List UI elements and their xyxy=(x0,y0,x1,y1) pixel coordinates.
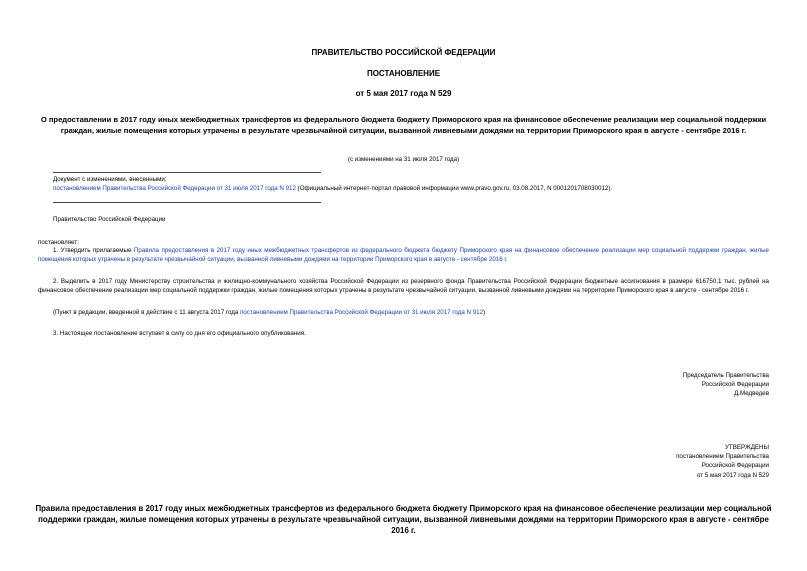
date-number-heading: от 5 мая 2017 года N 529 xyxy=(355,89,452,98)
changes-label: Документ с изменениями, внесенными: xyxy=(53,176,167,183)
issuer: Правительство Российской Федерации xyxy=(53,216,166,223)
changes-link[interactable]: постановлением Правительства Российской Федерации от 31 июля 2017 года N 912 xyxy=(53,185,296,192)
approved-line-2: постановлением Правительства xyxy=(676,453,769,461)
approved-block xyxy=(676,443,769,480)
rules-title: Правила предоставления в 2017 году иных межбюджетных трансфертов из федерального бюджета бюджету Приморского края на финансовое обеспечение реализации мер социальной поддержки граждан, жилые помещения которых утрачены в результате чрезвычайной ситуации, вызванной ливневыми дождями на территории Приморского края в августе - сентябре 2016 г. xyxy=(35,504,772,535)
signature-block xyxy=(683,371,769,399)
item-2-note-link[interactable]: постановлением Правительства Российской Федерации от 31 июля 2017 года N 912 xyxy=(240,309,484,316)
item-2: 2. Выделить в 2017 году Министерству строительства и жилищно-коммунального хозяйства Российской Федерации из резервного фонда Правительства Российской Федерации бюджетные ассигнования в размере 616750,1 тыс. рублей на финансовое обеспечение реализации мер социальной поддержки граждан, жилые помещения которых утрачены в результате чрезвычайной ситуации, вызванной ливневыми дождями на территории Приморского края в августе - сентябре 2016 г. xyxy=(38,278,769,294)
changes-tail: (Официальный интернет-портал правовой информации www.pravo.gov.ru, 03.08.2017, N 0001201708030012). xyxy=(295,185,613,192)
item-1-rules-link[interactable]: Правила предоставления в 2017 году иных межбюджетных трансфертов из федерального бюджета бюджету Приморского края на финансовое обеспечение реализации мер социальной поддержки граждан, жилые помещения которых утрачены в результате чрезвычайной ситуации, вызванной ливневыми дождями на территории Приморского края в августе - сентябре 2016 г. xyxy=(38,247,769,263)
item-2-note-prefix: (Пункт в редакции, введенной в действие с 11 августа 2017 года xyxy=(53,309,241,316)
signature-line-3: Д.Медведев xyxy=(734,390,769,398)
item-2-note-suffix: ) xyxy=(483,309,486,316)
item-1-prefix: 1. Утвердить прилагаемые xyxy=(53,247,134,254)
approved-line-3: Российской Федерации xyxy=(701,462,769,470)
doc-type-heading: ПОСТАНОВЛЕНИЕ xyxy=(366,69,441,78)
document-title: О предоставлении в 2017 году иных межбюджетных трансфертов из федерального бюджета бюджету Приморского края на финансовое обеспечение реализации мер социальной поддержки граждан, жилые помещения которых утрачены в результате чрезвычайной ситуации, вызванной ливневыми дождями на территории Приморского края в августе - сентябре 2016 г. xyxy=(40,115,767,135)
amended-note: (с изменениями на 31 июля 2017 года) xyxy=(347,156,460,163)
approved-line-4: от 5 мая 2017 года N 529 xyxy=(697,471,769,479)
changes-line xyxy=(53,185,773,194)
resolves: постановляет: xyxy=(38,239,79,246)
government-heading: ПРАВИТЕЛЬСТВО РОССИЙСКОЙ ФЕДЕРАЦИИ xyxy=(311,48,496,57)
signature-line-1: Председатель Правительства xyxy=(682,372,769,379)
signature-line-2: Российской Федерации xyxy=(701,381,769,389)
item-1 xyxy=(38,247,769,264)
changes-bottom-rule xyxy=(53,202,321,203)
changes-top-rule xyxy=(53,172,321,173)
item-2-note xyxy=(53,309,769,318)
item-3: 3. Настоящее постановление вступает в силу со дня его официального опубликования. xyxy=(53,330,306,337)
approved-line-1: УТВЕРЖДЕНЫ xyxy=(725,444,769,451)
